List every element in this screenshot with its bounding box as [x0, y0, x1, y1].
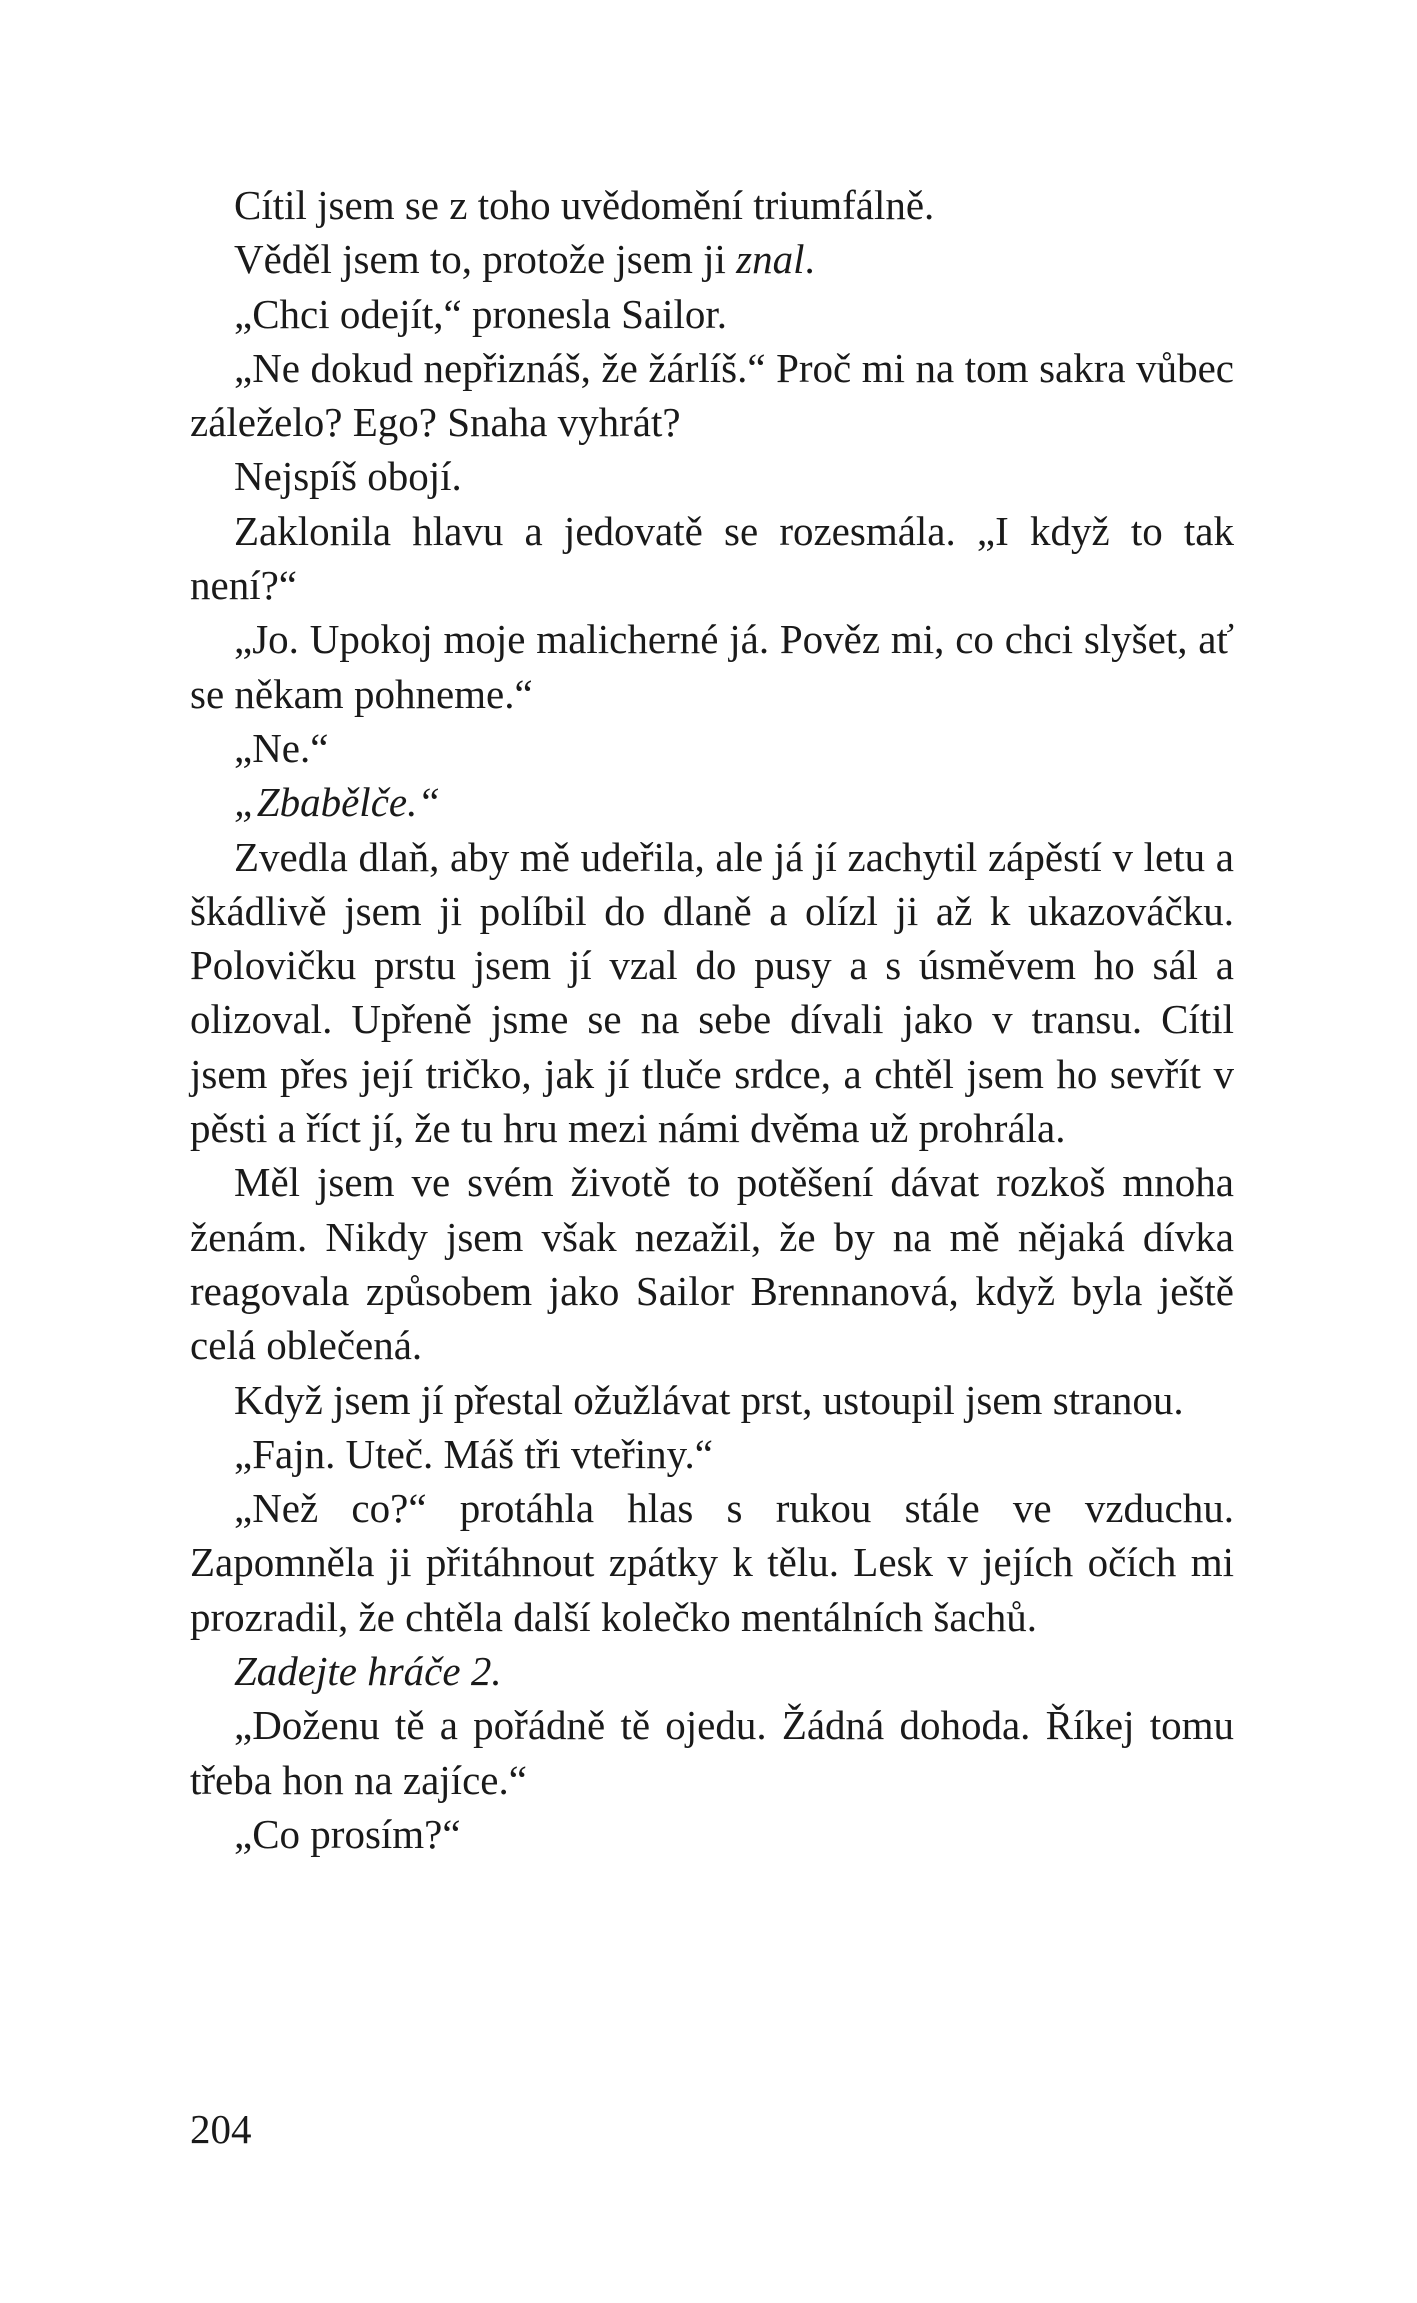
- paragraph-italic: Zadejte hráče 2.: [234, 1648, 502, 1695]
- paragraph: „Fajn. Uteč. Máš tři vteřiny.“: [234, 1430, 713, 1477]
- paragraph: „Jo. Upokoj moje malicherné já. Pověz mi, co chci slyšet, ať se někam pohneme.“: [190, 616, 1234, 717]
- page-number: 204: [190, 2106, 252, 2152]
- paragraph-text: Věděl jsem to, protože jsem ji: [234, 236, 737, 283]
- paragraph-text: .: [804, 236, 815, 283]
- paragraph: „Chci odejít,“ pronesla Sailor.: [234, 290, 728, 337]
- paragraph: „Co prosím?“: [234, 1810, 461, 1857]
- paragraph: „Ne.“: [234, 724, 329, 771]
- body-text: [190, 178, 1234, 1861]
- paragraph: „Ne dokud nepřiznáš, že žárlíš.“ Proč mi na tom sakra vůbec záleželo? Ego? Snaha vyhrát?: [190, 344, 1234, 446]
- paragraph: „Než co?“ protáhla hlas s rukou stále ve vzduchu. Zapomněla ji přitáhnout zpátky k tělu. Lesk v jejích očích mi prozradil, že chtěla další kolečko mentálních šachů.: [190, 1485, 1234, 1640]
- paragraph: Když jsem jí přestal ožužlávat prst, ustoupil jsem stranou.: [234, 1376, 1184, 1423]
- emphasis-text: znal: [736, 236, 805, 283]
- paragraph: Měl jsem ve svém životě to potěšení dávat rozkoš mnoha ženám. Nikdy jsem však nezažil, že by na mě nějaká dívka reagovala způsobem jako Sailor Brennanová, když byla ještě celá oblečená.: [190, 1159, 1234, 1369]
- paragraph: Zvedla dlaň, aby mě udeřila, ale já jí zachytil zápěstí v letu a škádlivě jsem ji políbil do dlaně a olízl ji až k ukazováčku. Polovičku prstu jsem jí vzal do pusy a s úsměvem ho sál a olizoval. Upřeně jsme se na sebe dívali jako v transu. Cítil jsem přes její tričko, jak jí tluče srdce, a chtěl jsem ho sevřít v pěsti a říct jí, že tu hru mezi námi dvěma už prohrála.: [190, 833, 1234, 1152]
- paragraph: Nejspíš obojí.: [234, 453, 462, 500]
- paragraph: Zaklonila hlavu a jedovatě se rozesmála. „I když to tak není?“: [190, 507, 1234, 609]
- paragraph: „Doženu tě a pořádně tě ojedu. Žádná dohoda. Říkej tomu třeba hon na zajíce.“: [190, 1702, 1234, 1803]
- paragraph-italic: „Zbabělče.“: [234, 779, 441, 826]
- paragraph: [190, 232, 1234, 286]
- paragraph: Cítil jsem se z toho uvědomění triumfálně.: [234, 182, 935, 228]
